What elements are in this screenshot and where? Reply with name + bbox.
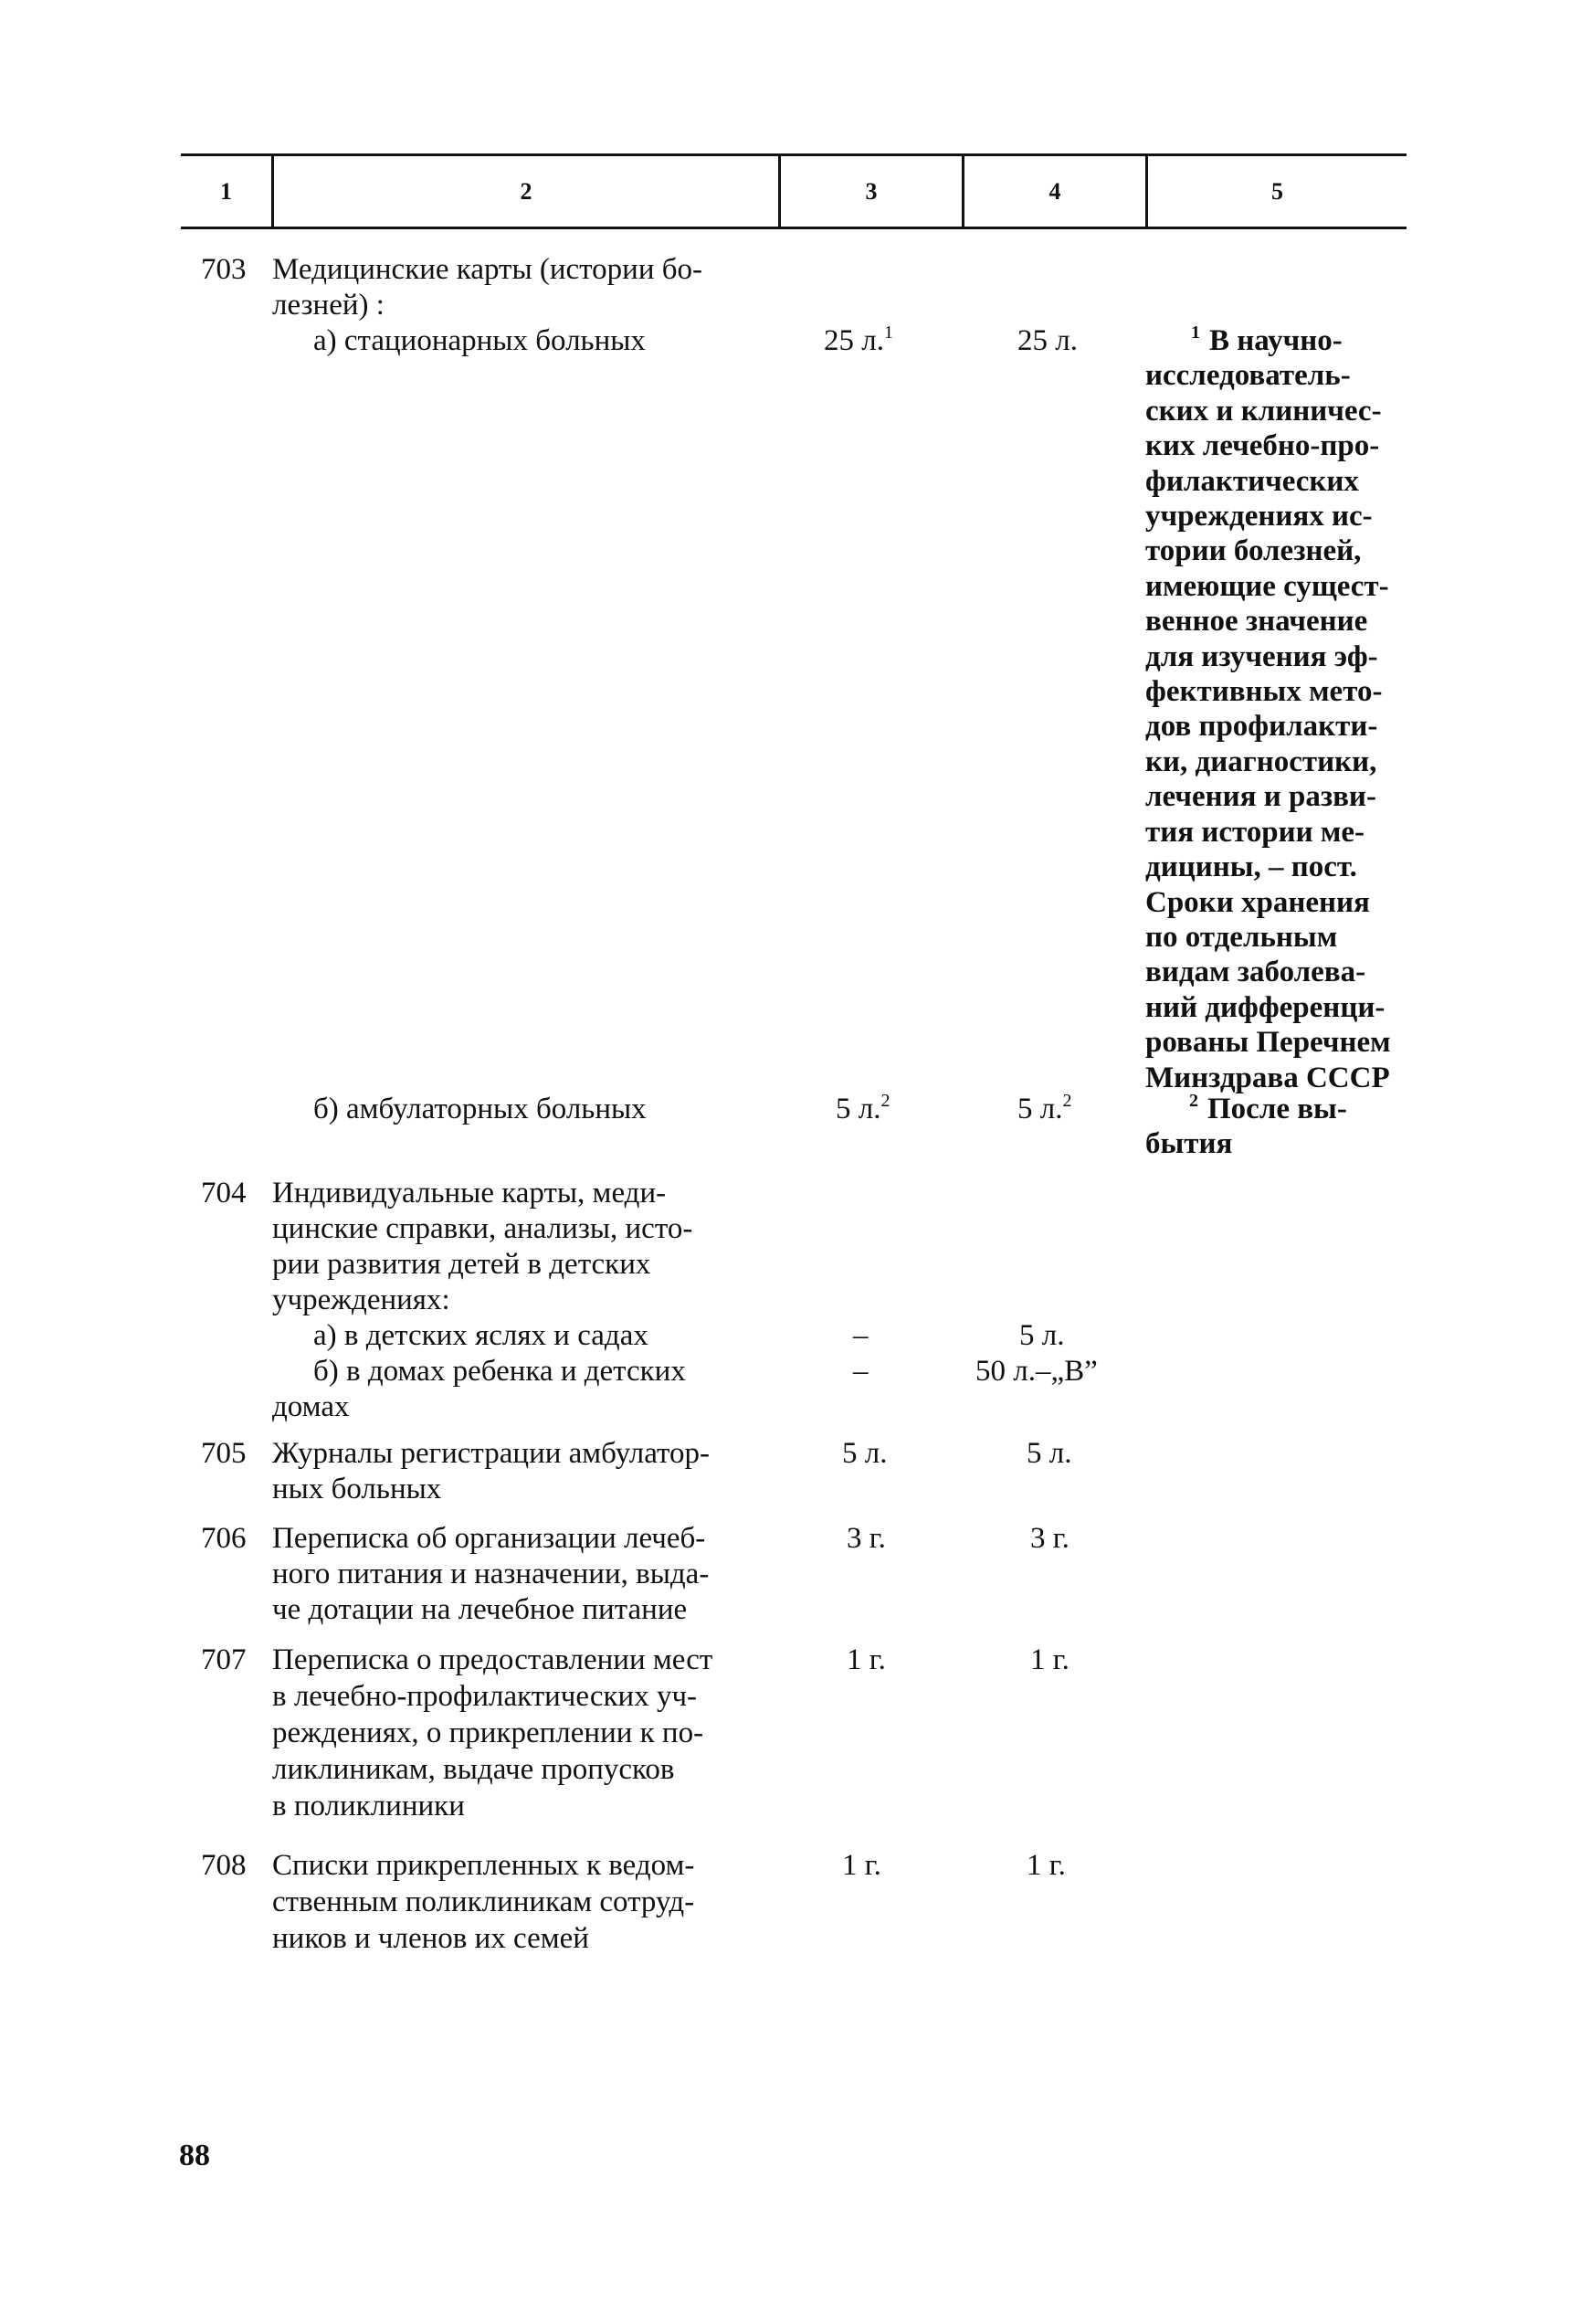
row-title: Списки прикрепленных к ведом-: [272, 1849, 695, 1882]
cell-col3: 3 г.: [847, 1522, 886, 1555]
footnote-line: дицины, – пост.: [1145, 850, 1357, 884]
row-title: лезней) :: [272, 289, 385, 322]
row-title: в поликлиники: [272, 1790, 465, 1822]
row-title: ственным поликлиникам сотруд-: [272, 1886, 695, 1918]
cell-col4: 5 л.: [1027, 1437, 1072, 1470]
page-number: 88: [179, 2139, 210, 2172]
row-title: в лечебно-профилактических уч-: [272, 1680, 698, 1713]
row-title: учреждениях:: [272, 1283, 450, 1316]
header-col-3: 3: [865, 178, 878, 205]
footnote-line: ний дифференци-: [1145, 990, 1386, 1024]
row-title: реждениях, о прикреплении к по-: [272, 1717, 704, 1749]
cell-col3: –: [853, 1319, 869, 1352]
cell-col4: 1 г.: [1027, 1849, 1066, 1882]
cell-col3: 1 г.: [847, 1643, 886, 1676]
subitem-label: б) в домах ребенка и детских: [313, 1355, 686, 1388]
row-number: 705: [201, 1437, 247, 1470]
cell-col3: –: [853, 1355, 869, 1388]
header-col-5: 5: [1271, 178, 1283, 205]
row-title: ников и членов их семей: [272, 1922, 589, 1955]
subitem-label: а) в детских яслях и садах: [313, 1319, 648, 1352]
footnote-mark: 1: [1191, 322, 1200, 343]
footnote-mark: 2: [1189, 1091, 1198, 1111]
footnote-line: по отдельным: [1145, 920, 1338, 954]
row-title: Индивидуальные карты, меди-: [272, 1177, 667, 1210]
cell-col4: 1 г.: [1030, 1643, 1069, 1676]
row-title: ликлиникам, выдаче пропусков: [272, 1753, 675, 1786]
row-title: Журналы регистрации амбулатор-: [272, 1437, 710, 1470]
footnote-line: Минздрава СССР: [1145, 1061, 1390, 1094]
footnote-line: имеющие сущест-: [1145, 569, 1389, 603]
row-title: рии развития детей в детских: [272, 1248, 651, 1281]
cell-col3: 25 л.$^1$: [824, 322, 893, 357]
cell-col3: 5 л.: [842, 1437, 888, 1470]
row-number: 708: [201, 1849, 247, 1882]
footnote-line: Сроки хранения: [1145, 885, 1370, 919]
row-number: 703: [201, 253, 247, 286]
cell-col4: 3 г.: [1030, 1522, 1069, 1555]
cell-col3: 1 г.: [842, 1849, 881, 1882]
row-title: Медицинские карты (истории бо-: [272, 253, 703, 286]
cell-col4: 25 л.: [1017, 324, 1078, 357]
footnote-line: видам заболева-: [1145, 956, 1366, 989]
row-title: Переписка об организации лечеб-: [272, 1522, 706, 1555]
footnote-line: учреждениях ис-: [1145, 500, 1373, 533]
footnote-line: ки, диагностики,: [1145, 745, 1377, 778]
footnote-line: дов профилакти-: [1145, 710, 1378, 744]
subitem-label: а) стационарных больных: [313, 324, 646, 357]
footnote-line: филактических: [1145, 464, 1359, 498]
row-number: 704: [201, 1177, 247, 1210]
footnote-line: лечения и разви-: [1145, 780, 1376, 814]
subitem-label: домах: [272, 1390, 350, 1423]
footnote-line: венное значение: [1145, 605, 1368, 639]
footnote-line: $^1$ В научно-: [1191, 322, 1343, 357]
footnote-line: тории болезней,: [1145, 534, 1362, 568]
footnote-line: рованы Перечнем: [1145, 1026, 1391, 1060]
header-bottom-rule: [181, 227, 1407, 229]
cell-col4: 5 л.$^2$: [1017, 1091, 1072, 1125]
header-col-4: 4: [1048, 178, 1061, 205]
footnote-line: исследователь-: [1145, 359, 1351, 393]
cell-col4: 50 л.–„В”: [975, 1355, 1098, 1388]
footnote-line: фективных мето-: [1145, 675, 1383, 709]
footnote-line: тия истории ме-: [1145, 815, 1365, 849]
footnote-1: [1145, 323, 1412, 1095]
footnote-line: ких лечебно-про-: [1145, 429, 1380, 463]
footnote-line: для изучения эф-: [1145, 639, 1378, 673]
row-number: 707: [201, 1643, 247, 1676]
header-col-2: 2: [520, 178, 532, 205]
cell-col4: 5 л.: [1019, 1319, 1065, 1352]
header-col-1: 1: [220, 178, 232, 205]
row-title: ного питания и назначении, выда-: [272, 1558, 710, 1590]
row-title: цинские справки, анализы, исто-: [272, 1212, 693, 1245]
footnote-line: бытия: [1145, 1127, 1233, 1161]
row-title: Переписка о предоставлении мест: [272, 1643, 713, 1676]
cell-col3: 5 л.$^2$: [836, 1091, 890, 1125]
row-title: че дотации на лечебное питание: [272, 1593, 688, 1626]
row-number: 706: [201, 1522, 247, 1555]
header-top-rule: [181, 153, 1407, 156]
footnote-2: [1145, 1092, 1412, 1162]
footnote-line: ских и клиничес-: [1145, 394, 1382, 428]
row-title: ных больных: [272, 1473, 442, 1505]
subitem-label: б) амбулаторных больных: [313, 1093, 647, 1125]
footnote-line: $^2$ После вы-: [1189, 1091, 1347, 1125]
